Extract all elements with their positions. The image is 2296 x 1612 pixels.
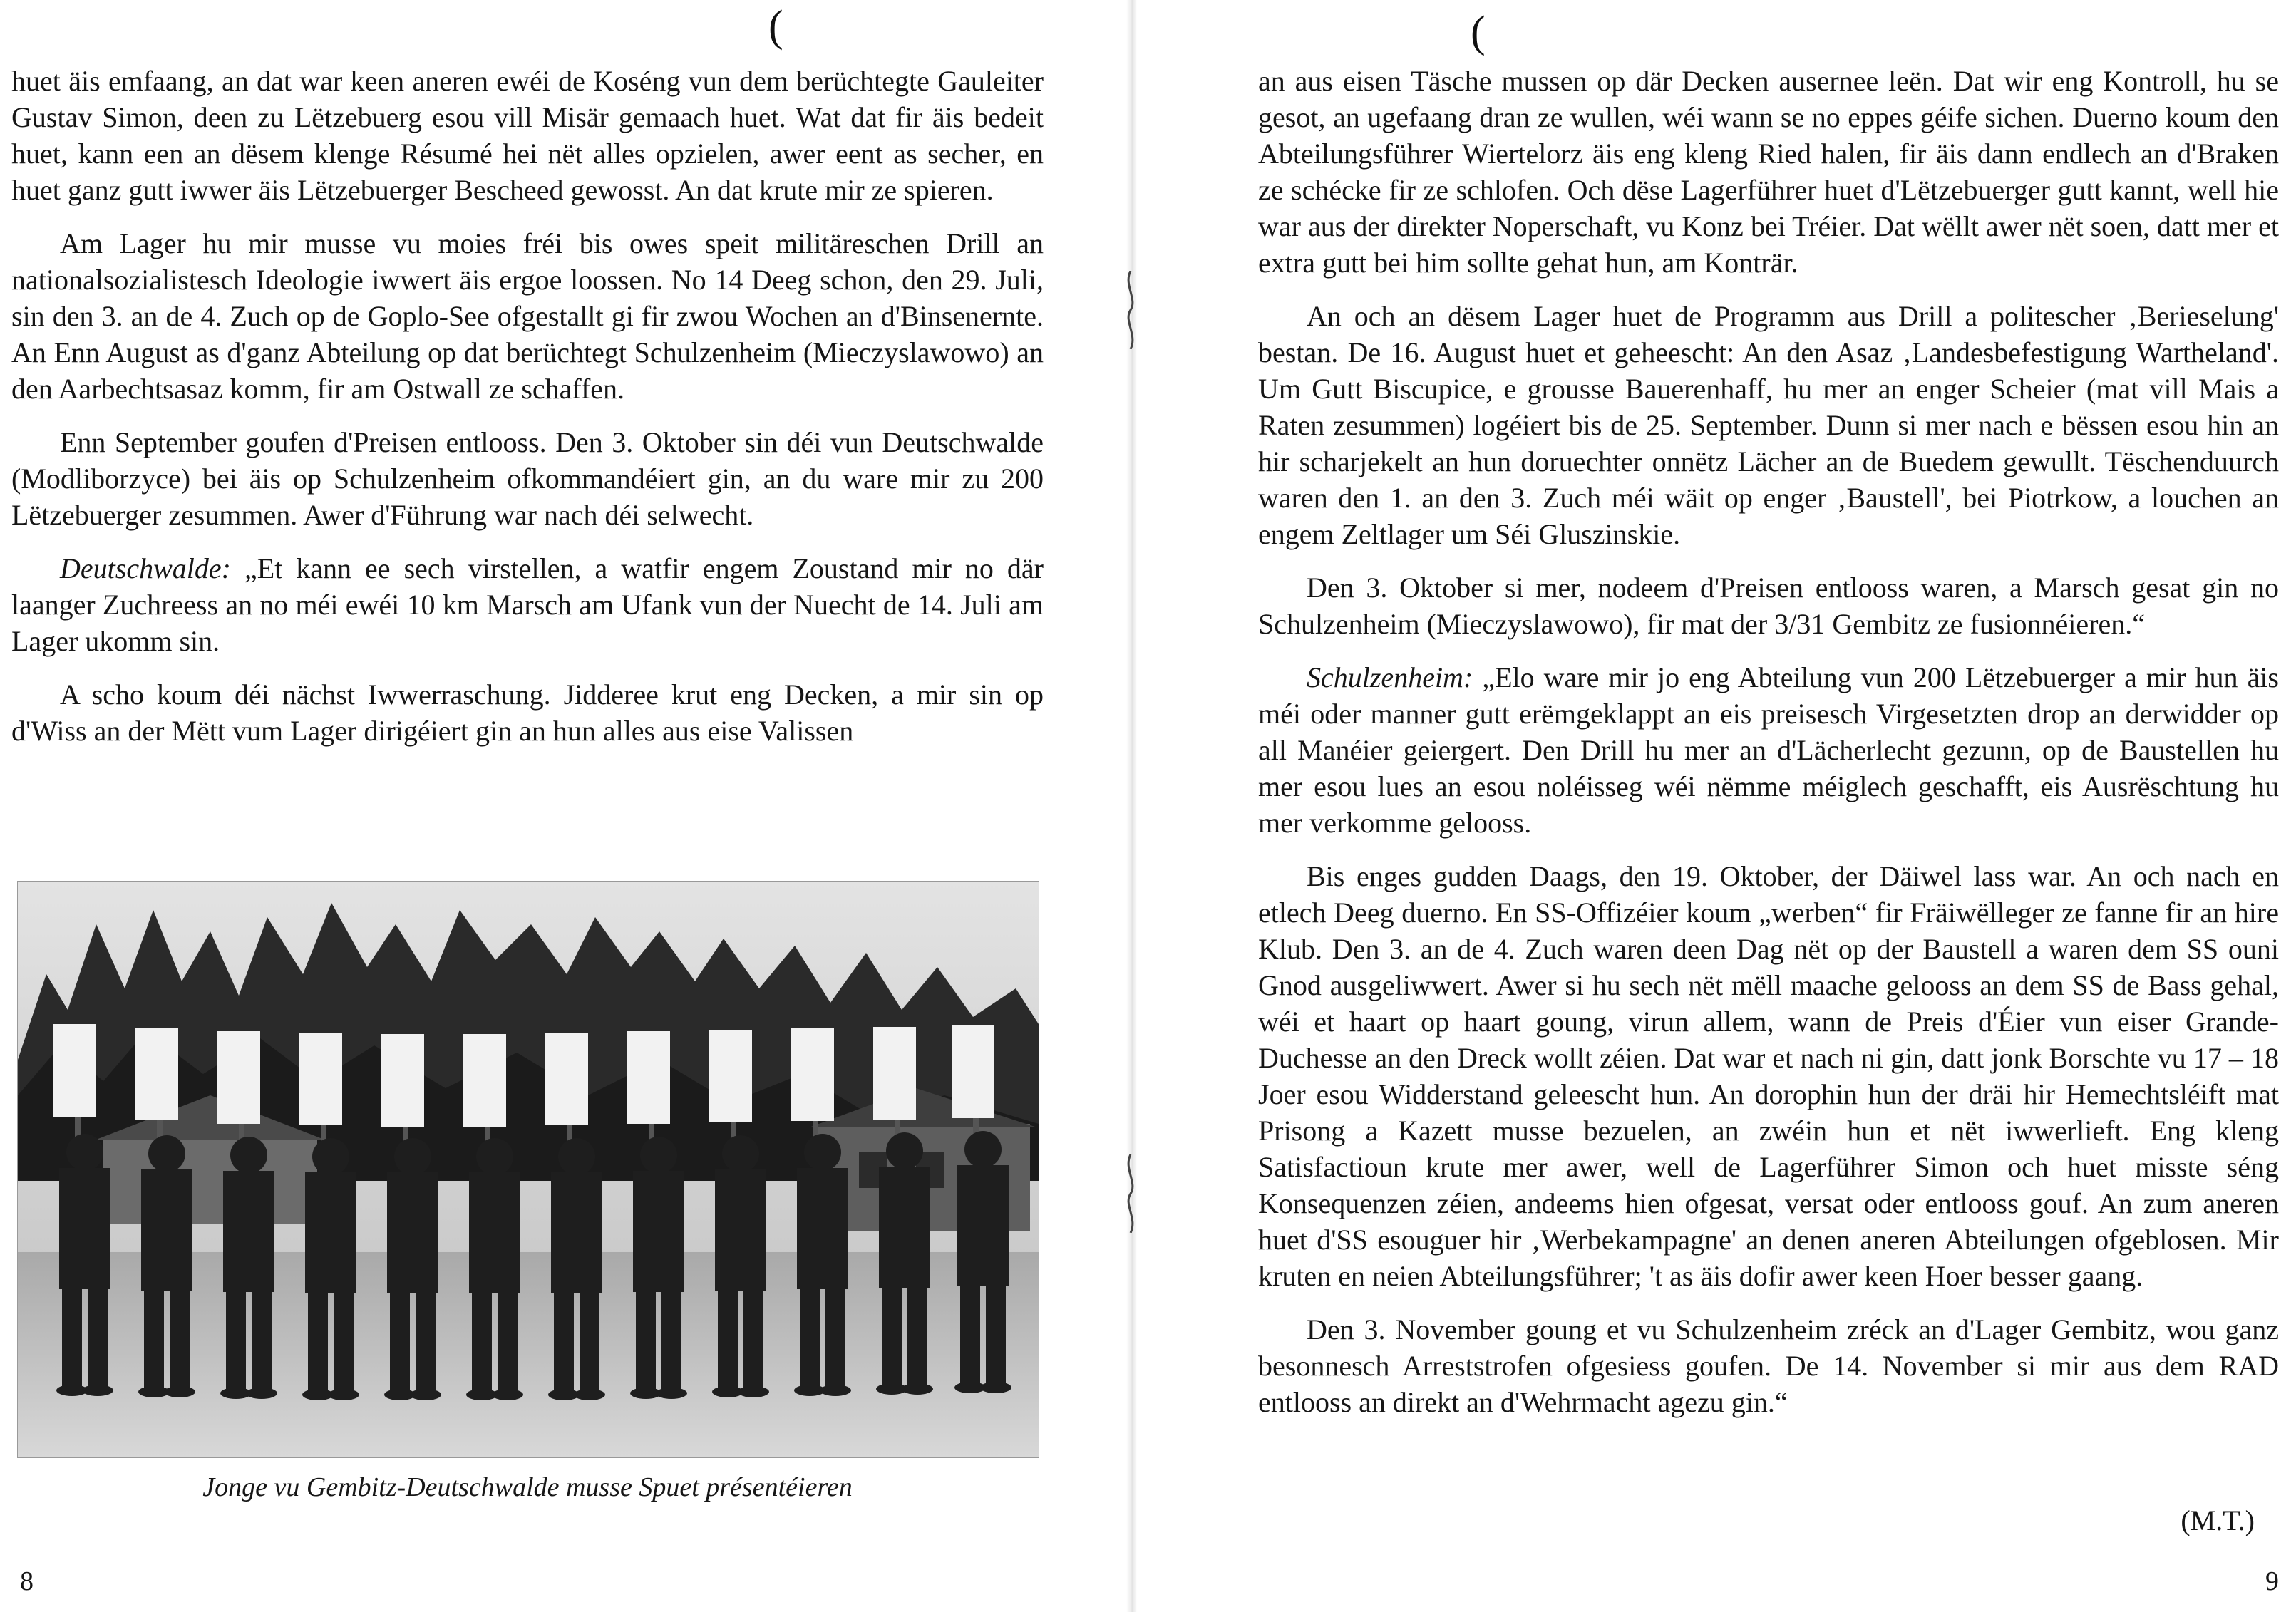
- author-initials: (M.T.): [2181, 1504, 2255, 1536]
- page-number-right: 9: [2265, 1566, 2279, 1596]
- right-text-column: [1258, 63, 2279, 1437]
- speaker-label: Schulzenheim:: [1307, 661, 1473, 693]
- right-page: [1137, 0, 2296, 1612]
- paragraph: Den 3. Oktober si mer, nodeem d'Preisen entlooss waren, a Marsch gesat gin no Schulzenheim (Mieczyslawowo), fir mat der 3/31 Gembitz ze fusionnéieren.“: [1258, 572, 2279, 640]
- paragraph: Deutschwalde: „Et kann ee sech virstellen, a watfir engem Zoustand mir no där laanger Zuchreess an no méi ewéi 10 km Marsch am Ufank vun der Nuecht de 14. Juli am Lager ukomm sin.: [11, 552, 1044, 657]
- paragraph: huet äis emfaang, an dat war keen aneren ewéi de Koséng vun dem berüchtegte Gauleiter Gustav Simon, deen zu Lëtzebuerg esou vill Misär gemaach huet. Wat dat fir äis bedeit huet, kann een an dësem klenge Résumé hei nët alles opzielen, awer eent as secher, en huet ganz gutt iwwer äis Lëtzebuerger Bescheed gewosst. An dat krute mir ze spieren.: [11, 65, 1044, 206]
- paragraph: Am Lager hu mir musse vu moies fréi bis owes speit militäreschen Drill an nationalsozialistesch Ideologie iwwert äis ergoe loossen. No 14 Deeg schon, den 29. Juli, sin den 3. an de 4. Zuch op de Goplo-See ofgestallt gi fir zwou Wochen an d'Binsenernte. An Enn August as d'ganz Abteilung op dat berüchtegt Schulzenheim (Mieczyslawowo) an den Aarbechtsasaz komm, fir am Ostwall ze schaffen.: [11, 227, 1044, 405]
- paragraph: Schulzenheim: „Elo ware mir jo eng Abteilung vun 200 Lëtzebuerger a mir hun äis méi oder manner gutt erëmgeklappt an eis preisesch Virgesetzten drop an derwidder op all Manéier geiergert. Den Drill hu mer an d'Lächerlecht gezunn, op de Baustellen hu mer esou lues an esou noléisseg wéi nëmme méiglech geschafft, eis Ausrëschtung hu mer verkomme gelooss.: [1258, 661, 2279, 839]
- page-number-left: 8: [20, 1566, 34, 1596]
- paragraph: A scho koum déi nächst Iwwerraschung. Jidderee krut eng Decken, a mir sin op d'Wiss an der Mëtt vum Lager dirigéiert gin an hun alles aus eise Valissen: [11, 678, 1044, 747]
- soldiers-with-spades-photo: [18, 882, 1039, 1457]
- paragraph: Enn September goufen d'Preisen entlooss. Den 3. Oktober sin déi vun Deutschwalde (Modliborzyce) bei äis op Schulzenheim ofkommandéiert gin, an du ware mir zu 200 Lëtzebuerger zesummen. Awer d'Führung war nach déi selwecht.: [11, 426, 1044, 531]
- binding-mark-icon: (: [768, 2, 783, 51]
- paragraph: Bis enges gudden Daags, den 19. Oktober, der Däiwel lass war. An och nach en etlech Deeg duerno. En SS-Offizéier koum „werben“ fir Fräiwëlleger ze fanne fir an hire Klub. Den 3. an de 4. Zuch waren deen Dag nët op der Baustell a waren dem SS ouni Gnod ausgeliwwert. Awer si hu sech nët mëll maache gelooss an dem SS de Bass gehal, wéi et haart op haart goung, virun allem, wann de Preis d'Éier vun eiser Grande-Duchesse an den Dreck wollt zéien. Dat war et nach ni gin, datt jonk Borschte vu 17 – 18 Joer esou Widderstand geleescht hun. An dorophin hun der dräi hir Hemechtsléift mat Prisong a Kazett musse bezuelen, an zwéin hun et nët iwwerlieft. Eng kleng Satisfactioun krute mer awer, well de Lagerführer Simon och huet misste séng Konsequenzen zéien, andeems hien ofgesat, versat oder entlooss gouf. An zum aneren huet d'SS esouguer hir ‚Werbekampagne' an denen aneren Abteilungen ofgeblosen. Mir kruten en neien Abteilungsführer; 't as äis dofir awer keen Hoer besser gaang.: [1258, 860, 2279, 1292]
- paragraph: an aus eisen Täsche mussen op där Decken ausernee leën. Dat wir eng Kontroll, hu se gesot, an ugefaang dran ze wullen, wéi wann se no eppes géife sichen. Duerno koum den Abteilungsführer Wiertelorz äis eng kleng Ried halen, fir äis dann endlech an d'Braken ze schécke fir ze schlofen. Och dëse Lagerführer huet d'Lëtzebuerger gutt kannt, well hie war aus der direkter Noperschaft, vu Konz bei Tréier. Dat wëllt awer nët soen, datt mer et extra gutt bei him sollte gehat hun, am Konträr.: [1258, 65, 2279, 279]
- book-gutter: [1126, 0, 1137, 1612]
- speaker-label: Deutschwalde:: [60, 552, 231, 584]
- photo-caption: Jonge vu Gembitz-Deutschwalde musse Spuet présentéieren: [202, 1472, 853, 1502]
- paragraph: An och an dësem Lager huet de Programm aus Drill a politescher ‚Berieselung' bestan. De 16. August huet et geheescht: An den Asaz ‚Landesbefestigung Wartheland'. Um Gutt Biscupice, e grousse Bauerenhaff, hu mer an enger Scheier (mat vill Mais a Raten zesummen) logéiert bis de 25. September. Dunn si mer nach e bëssen esou hin an hir scharjekelt an hun doruechter onnëtz Lächer an de Buedem gewullt. Tëschenduurch waren den 1. an den 3. Zuch méi wäit op enger ‚Baustell', bei Piotrkow, a louchen an engem Zeltlager um Séi Gluszinskie.: [1258, 300, 2279, 550]
- historical-photo: [17, 881, 1039, 1458]
- paragraph: Den 3. November goung et vu Schulzenheim zréck an d'Lager Gembitz, wou ganz besonnesch Arreststrofen ofgesiess goufen. De 14. November si mir aus dem RAD entlooss an direkt an d'Wehrmacht agezu gin.“: [1258, 1313, 2279, 1418]
- left-text-column: [11, 63, 1044, 766]
- left-page: [0, 0, 1126, 1612]
- binding-mark-icon: (: [1471, 8, 1486, 56]
